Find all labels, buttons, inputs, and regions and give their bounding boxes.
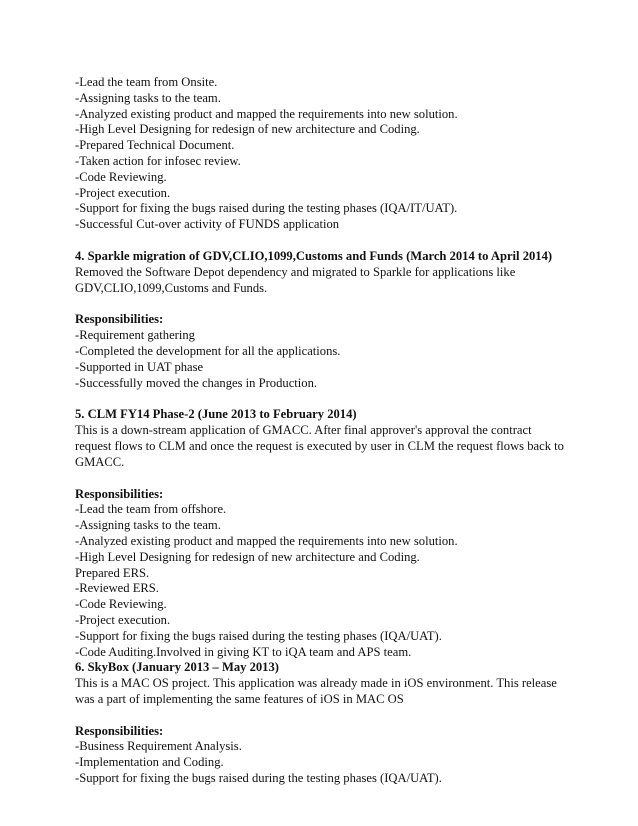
section-description-line: This is a MAC OS project. This application was already made in iOS environment. This release (75, 676, 557, 691)
list-item: -Assigning tasks to the team. (75, 518, 221, 533)
responsibilities-label: Responsibilities: (75, 312, 164, 327)
section-description-line: GMACC. (75, 454, 125, 469)
section-description-line: request flows to CLM and once the request is executed by user in CLM the request flows back to (75, 438, 564, 453)
list-item: -Project execution. (75, 612, 171, 627)
section-description-line: was a part of implementing the same features of iOS in MAC OS (75, 691, 404, 706)
spacer (75, 391, 595, 407)
project-section-sparkle (75, 249, 595, 391)
list-item: -Support for fixing the bugs raised during the testing phases (IQA/IT/UAT). (75, 201, 458, 216)
responsibilities-label: Responsibilities: (75, 486, 164, 501)
section-description-line: This is a down-stream application of GMACC. After final approver's approval the contract (75, 423, 532, 438)
list-item: -High Level Designing for redesign of new architecture and Coding. (75, 122, 420, 137)
project-section-clm (75, 407, 595, 660)
list-item: Prepared ERS. (75, 565, 150, 580)
list-item: -Implementation and Coding. (75, 755, 224, 770)
document-page (75, 75, 595, 787)
responsibilities-list (75, 328, 595, 391)
list-item: -Analyzed existing product and mapped the requirements into new solution. (75, 533, 458, 548)
list-item: -Code Auditing.Involved in giving KT to iQA team and APS team. (75, 644, 412, 659)
list-item: -Business Requirement Analysis. (75, 739, 242, 754)
list-item: -Support for fixing the bugs raised during the testing phases (IQA/UAT). (75, 628, 442, 643)
responsibilities-list (75, 502, 595, 660)
section-heading: 5. CLM FY14 Phase-2 (June 2013 to February 2014) (75, 407, 357, 422)
list-item: -Code Reviewing. (75, 597, 167, 612)
list-item: -Successful Cut-over activity of FUNDS application (75, 217, 340, 232)
list-item: -Support for fixing the bugs raised during the testing phases (IQA/UAT). (75, 771, 442, 786)
section-heading: 4. Sparkle migration of GDV,CLIO,1099,Customs and Funds (March 2014 to April 2014) (75, 248, 553, 263)
spacer (75, 471, 595, 487)
list-item: -High Level Designing for redesign of new architecture and Coding. (75, 549, 420, 564)
intro-responsibilities-list (75, 75, 595, 233)
list-item: -Assigning tasks to the team. (75, 90, 221, 105)
spacer (75, 708, 595, 724)
project-section-skybox (75, 660, 595, 787)
responsibilities-label: Responsibilities: (75, 723, 164, 738)
list-item: -Completed the development for all the applications. (75, 343, 341, 358)
list-item: -Prepared Technical Document. (75, 138, 235, 153)
list-item: -Analyzed existing product and mapped the requirements into new solution. (75, 106, 458, 121)
section-description-line: Removed the Software Depot dependency and migrated to Sparkle for applications like (75, 264, 516, 279)
list-item: -Taken action for infosec review. (75, 153, 241, 168)
spacer (75, 296, 595, 312)
list-item: -Code Reviewing. (75, 169, 167, 184)
list-item: -Successfully moved the changes in Production. (75, 375, 318, 390)
list-item: -Supported in UAT phase (75, 359, 204, 374)
section-description-line: GDV,CLIO,1099,Customs and Funds. (75, 280, 268, 295)
responsibilities-list (75, 739, 595, 786)
section-heading: 6. SkyBox (January 2013 – May 2013) (75, 660, 279, 675)
spacer (75, 233, 595, 249)
list-item: -Requirement gathering (75, 328, 195, 343)
list-item: -Lead the team from offshore. (75, 502, 227, 517)
list-item: -Project execution. (75, 185, 171, 200)
list-item: -Lead the team from Onsite. (75, 75, 218, 89)
list-item: -Reviewed ERS. (75, 581, 159, 596)
